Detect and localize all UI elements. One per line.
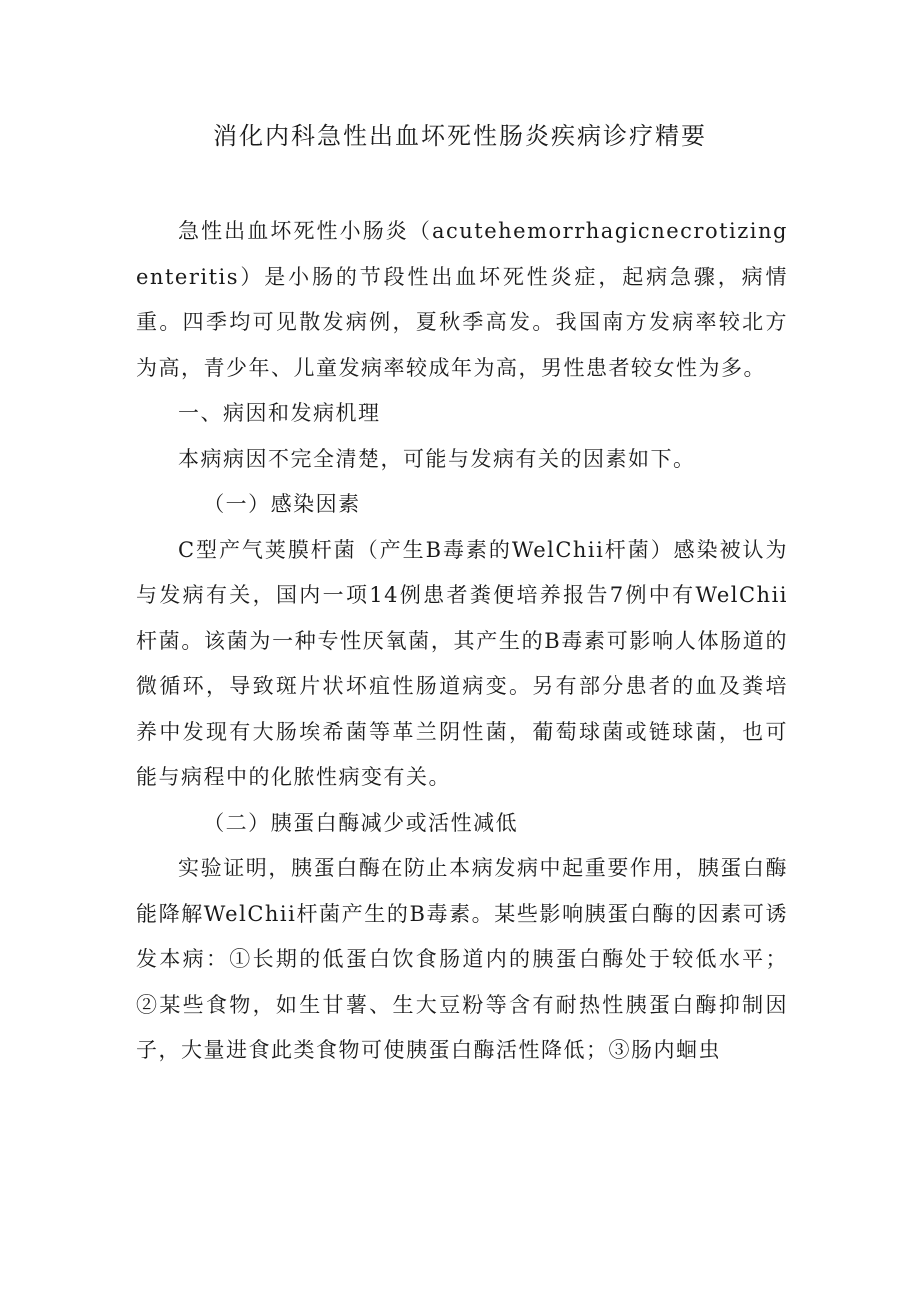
subsection-heading-trypsin: （二）胰蛋白酶减少或活性减低 <box>203 810 519 835</box>
trypsin-paragraph: 实验证明，胰蛋白酶在防止本病发病中起重要作用，胰蛋白酶能降解WelChii杆菌产生的B毒素。某些影响胰蛋白酶的因素可诱发本病：①长期的低蛋白饮食肠道内的胰蛋白酶处于较低水平；②某些食物，如生甘薯、生大豆粉等含有耐热性胰蛋白酶抑制因子，大量进食此类食物可使胰蛋白酶活性降低；③肠内蛔虫 <box>136 856 788 1062</box>
intro-paragraph: 急性出血坏死性小肠炎（acutehemorrhagicnecrotizingenteritis）是小肠的节段性出血坏死性炎症，起病急骤，病情重。四季均可见散发病例，夏秋季高发。我国南方发病率较北方为高，青少年、儿童发病率较成年为高，男性患者较女性为多。 <box>136 219 788 380</box>
document-body <box>136 209 788 1074</box>
document-title: 消化内科急性出血坏死性肠炎疾病诊疗精要 <box>213 122 707 150</box>
section-intro-paragraph: 本病病因不完全清楚，可能与发病有关的因素如下。 <box>178 446 696 471</box>
section-heading-etiology: 一、病因和发病机理 <box>178 401 381 425</box>
infection-paragraph: C型产气荚膜杆菌（产生B毒素的WelChii杆菌）感染被认为与发病有关，国内一项14例患者粪便培养报告7例中有WelChii杆菌。该菌为一种专性厌氧菌，其产生的B毒素可影响人体肠道的微循环，导致斑片状坏疽性肠道病变。另有部分患者的血及粪培养中发现有大肠埃希菌等革兰阴性菌，葡萄球菌或链球菌，也可能与病程中的化脓性病变有关。 <box>136 537 788 789</box>
subsection-heading-infection: （一）感染因素 <box>203 492 361 516</box>
